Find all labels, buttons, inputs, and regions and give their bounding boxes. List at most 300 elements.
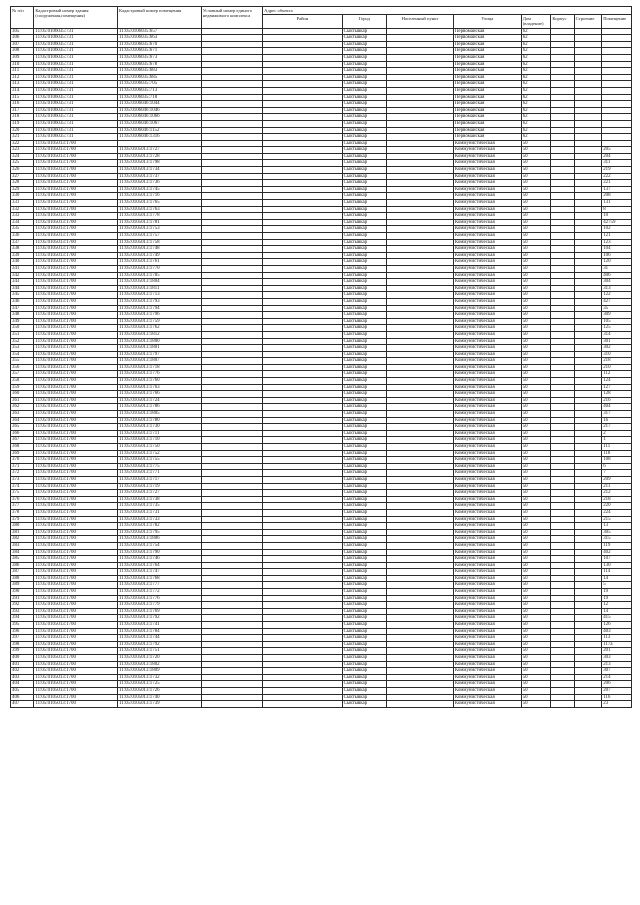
table-row	[11, 186, 632, 193]
cell-corpus	[551, 595, 574, 602]
cell-premise-cadastral: 11:05:0105013:1716	[118, 193, 202, 200]
cell-room: 127	[602, 384, 632, 391]
cell-num: 369	[11, 450, 34, 457]
cell-premise-cadastral: 11:05:0105013:1776	[118, 371, 202, 378]
table-row	[11, 668, 632, 675]
table-row	[11, 61, 632, 68]
cell-building-cadastral: 11:05:0105013:1700	[34, 206, 118, 213]
cell-building-no	[574, 41, 602, 48]
cell-street: Коммунистическая	[453, 608, 521, 615]
cell-corpus	[551, 358, 574, 365]
cell-num: 344	[11, 285, 34, 292]
cell-room: 403	[602, 628, 632, 635]
table-row	[11, 120, 632, 127]
cell-num: 376	[11, 496, 34, 503]
cell-building-no	[574, 430, 602, 437]
cell-city: Сыктывкар	[342, 338, 387, 345]
table-row	[11, 694, 632, 701]
cell-city: Сыктывкар	[342, 160, 387, 167]
cell-conditional-number	[201, 503, 262, 510]
cell-street: Коммунистическая	[453, 206, 521, 213]
cell-corpus	[551, 509, 574, 516]
cell-street: Первомайская	[453, 74, 521, 81]
cell-conditional-number	[201, 608, 262, 615]
cell-num: 392	[11, 602, 34, 609]
cell-corpus	[551, 54, 574, 61]
cell-conditional-number	[201, 325, 262, 332]
cell-conditional-number	[201, 635, 262, 642]
cell-locality	[387, 292, 454, 299]
cell-building-no	[574, 450, 602, 457]
cell-locality	[387, 193, 454, 200]
cell-building-no	[574, 127, 602, 134]
cell-house: 62	[521, 107, 551, 114]
cell-room: 314	[602, 331, 632, 338]
table-row	[11, 424, 632, 431]
cell-premise-cadastral: 11:05:0106046:1152	[118, 127, 202, 134]
cell-building-no	[574, 114, 602, 121]
cell-district	[263, 68, 342, 75]
cell-district	[263, 437, 342, 444]
cell-locality	[387, 48, 454, 55]
cell-district	[263, 496, 342, 503]
cell-building-no	[574, 701, 602, 708]
cell-conditional-number	[201, 81, 262, 88]
table-row	[11, 496, 632, 503]
cell-district	[263, 233, 342, 240]
cell-locality	[387, 648, 454, 655]
cell-locality	[387, 134, 454, 141]
cell-district	[263, 628, 342, 635]
cell-room: 14	[602, 575, 632, 582]
cell-num: 332	[11, 206, 34, 213]
cell-premise-cadastral: 11:05:0105013:1792	[118, 615, 202, 622]
cell-building-cadastral: 11:05:0105013:1700	[34, 463, 118, 470]
cell-locality	[387, 655, 454, 662]
cell-num: 390	[11, 589, 34, 596]
cell-corpus	[551, 622, 574, 629]
cell-room	[602, 101, 632, 108]
cell-locality	[387, 351, 454, 358]
cell-num: 316	[11, 101, 34, 108]
cell-building-cadastral: 11:05:0105013:1700	[34, 173, 118, 180]
cell-street: Коммунистическая	[453, 246, 521, 253]
cell-city: Сыктывкар	[342, 417, 387, 424]
cell-building-cadastral: 11:05:0105013:1700	[34, 424, 118, 431]
cell-locality	[387, 180, 454, 187]
cell-room: 218	[602, 358, 632, 365]
cell-district	[263, 602, 342, 609]
cell-corpus	[551, 107, 574, 114]
cell-room: 122	[602, 292, 632, 299]
cell-corpus	[551, 167, 574, 174]
cell-building-cadastral: 11:05:0105013:1700	[34, 384, 118, 391]
cell-num: 349	[11, 318, 34, 325]
cell-building-cadastral: 11:05:0105013:1700	[34, 562, 118, 569]
cell-conditional-number	[201, 476, 262, 483]
cell-district	[263, 246, 342, 253]
table-row	[11, 318, 632, 325]
cell-city: Сыктывкар	[342, 318, 387, 325]
cell-building-no	[574, 490, 602, 497]
table-row	[11, 68, 632, 75]
cell-locality	[387, 345, 454, 352]
cell-num: 403	[11, 674, 34, 681]
cell-house: 50	[521, 364, 551, 371]
cell-room: 31	[602, 265, 632, 272]
cell-building-no	[574, 140, 602, 147]
cell-num: 368	[11, 444, 34, 451]
cell-house: 62	[521, 114, 551, 121]
cell-locality	[387, 371, 454, 378]
cell-room: 415	[602, 615, 632, 622]
cell-conditional-number	[201, 134, 262, 141]
cell-street: Коммунистическая	[453, 265, 521, 272]
cell-num: 340	[11, 259, 34, 266]
cell-street: Коммунистическая	[453, 569, 521, 576]
cell-building-cadastral: 11:05:0105013:1700	[34, 167, 118, 174]
cell-room: 304	[602, 279, 632, 286]
cell-building-no	[574, 503, 602, 510]
cell-premise-cadastral: 11:05:0105013:1758	[118, 239, 202, 246]
cell-building-cadastral: 11:05:0105013:1700	[34, 575, 118, 582]
cell-conditional-number	[201, 186, 262, 193]
cell-premise-cadastral: 11:05:0105013:1740	[118, 694, 202, 701]
cell-building-cadastral: 11:05:0105013:1700	[34, 668, 118, 675]
cell-building-cadastral: 11:05:0105013:1700	[34, 589, 118, 596]
cell-corpus	[551, 701, 574, 708]
cell-building-no	[574, 160, 602, 167]
cell-building-no	[574, 687, 602, 694]
cell-street: Коммунистическая	[453, 213, 521, 220]
cell-conditional-number	[201, 74, 262, 81]
cell-house: 50	[521, 226, 551, 233]
cell-building-cadastral: 11:05:0105013:1700	[34, 483, 118, 490]
cell-building-no	[574, 272, 602, 279]
cell-building-cadastral: 11:05:0105013:1700	[34, 411, 118, 418]
cell-premise-cadastral: 11:05:0105013:1804	[118, 279, 202, 286]
cell-street: Коммунистическая	[453, 661, 521, 668]
cell-conditional-number	[201, 589, 262, 596]
cell-locality	[387, 35, 454, 42]
cell-premise-cadastral: 11:05:0105013:1710	[118, 437, 202, 444]
cell-conditional-number	[201, 463, 262, 470]
cell-building-cadastral: 11:05:0105013:1700	[34, 450, 118, 457]
cell-district	[263, 655, 342, 662]
cell-num: 318	[11, 114, 34, 121]
cell-house: 50	[521, 582, 551, 589]
cell-building-cadastral: 11:05:0105013:1700	[34, 516, 118, 523]
cell-building-cadastral: 11:05:0105013:1700	[34, 470, 118, 477]
cell-building-no	[574, 167, 602, 174]
cell-district	[263, 180, 342, 187]
cell-city: Сыктывкар	[342, 153, 387, 160]
cell-house: 50	[521, 430, 551, 437]
cell-room: 1	[602, 437, 632, 444]
cell-num: 321	[11, 134, 34, 141]
cell-locality	[387, 457, 454, 464]
cell-building-no	[574, 219, 602, 226]
cell-conditional-number	[201, 444, 262, 451]
cell-district	[263, 503, 342, 510]
cell-street: Коммунистическая	[453, 384, 521, 391]
table-row	[11, 457, 632, 464]
cell-building-no	[574, 101, 602, 108]
cell-premise-cadastral: 11:05:0105013:1805	[118, 411, 202, 418]
cell-locality	[387, 173, 454, 180]
header-corpus: Корпус	[551, 15, 574, 28]
cell-building-no	[574, 674, 602, 681]
cell-building-no	[574, 246, 602, 253]
cell-building-cadastral: 11:05:0105013:1700	[34, 193, 118, 200]
cell-locality	[387, 562, 454, 569]
cell-room	[602, 120, 632, 127]
cell-house: 62	[521, 87, 551, 94]
table-header	[11, 7, 632, 29]
cell-conditional-number	[201, 364, 262, 371]
cell-room	[602, 127, 632, 134]
cell-building-cadastral: 11:05:0106035:731	[34, 101, 118, 108]
cell-house: 50	[521, 575, 551, 582]
cell-corpus	[551, 325, 574, 332]
table-row	[11, 358, 632, 365]
cell-conditional-number	[201, 331, 262, 338]
cell-conditional-number	[201, 68, 262, 75]
cell-street: Коммунистическая	[453, 444, 521, 451]
cell-premise-cadastral: 11:05:0105013:1801	[118, 345, 202, 352]
cell-district	[263, 160, 342, 167]
cell-city: Сыктывкар	[342, 285, 387, 292]
cell-conditional-number	[201, 424, 262, 431]
cell-building-no	[574, 549, 602, 556]
cell-building-cadastral: 11:05:0105013:1700	[34, 338, 118, 345]
cell-district	[263, 81, 342, 88]
cell-conditional-number	[201, 411, 262, 418]
cell-premise-cadastral: 11:05:0106035:683	[118, 68, 202, 75]
cell-house: 50	[521, 681, 551, 688]
cell-house: 50	[521, 239, 551, 246]
cell-room: 104	[602, 246, 632, 253]
cell-corpus	[551, 668, 574, 675]
cell-room: 208	[602, 193, 632, 200]
cell-num: 308	[11, 48, 34, 55]
cell-district	[263, 562, 342, 569]
cell-building-no	[574, 345, 602, 352]
table-body	[11, 28, 632, 707]
cell-district	[263, 411, 342, 418]
cell-street: Первомайская	[453, 61, 521, 68]
cell-house: 50	[521, 160, 551, 167]
cell-premise-cadastral: 11:05:0105013:1800	[118, 338, 202, 345]
cell-building-no	[574, 602, 602, 609]
cell-corpus	[551, 404, 574, 411]
cell-corpus	[551, 417, 574, 424]
cell-building-no	[574, 509, 602, 516]
cell-city: Сыктывкар	[342, 569, 387, 576]
cell-house: 50	[521, 529, 551, 536]
cell-house: 62	[521, 101, 551, 108]
cell-district	[263, 668, 342, 675]
table-row	[11, 674, 632, 681]
cell-locality	[387, 628, 454, 635]
cell-conditional-number	[201, 305, 262, 312]
cell-district	[263, 450, 342, 457]
cell-conditional-number	[201, 655, 262, 662]
cell-street: Коммунистическая	[453, 529, 521, 536]
cell-conditional-number	[201, 536, 262, 543]
cell-house: 50	[521, 259, 551, 266]
cell-premise-cadastral: 11:05:0105013:1735	[118, 503, 202, 510]
cell-building-no	[574, 61, 602, 68]
cell-street: Коммунистическая	[453, 589, 521, 596]
cell-street: Коммунистическая	[453, 602, 521, 609]
cell-conditional-number	[201, 252, 262, 259]
cell-num: 398	[11, 641, 34, 648]
cell-premise-cadastral: 11:05:0106035:678	[118, 61, 202, 68]
table-row	[11, 628, 632, 635]
cell-house: 50	[521, 404, 551, 411]
cell-corpus	[551, 351, 574, 358]
cell-house: 50	[521, 622, 551, 629]
cell-conditional-number	[201, 602, 262, 609]
cell-house: 62	[521, 74, 551, 81]
cell-locality	[387, 358, 454, 365]
cell-corpus	[551, 180, 574, 187]
cell-building-cadastral: 11:05:0105013:1700	[34, 437, 118, 444]
cell-street: Коммунистическая	[453, 687, 521, 694]
cell-premise-cadastral: 11:05:0105013:1798	[118, 160, 202, 167]
cell-street: Коммунистическая	[453, 305, 521, 312]
cell-conditional-number	[201, 285, 262, 292]
cell-house: 50	[521, 391, 551, 398]
cell-street: Первомайская	[453, 54, 521, 61]
cell-num: 383	[11, 542, 34, 549]
cell-district	[263, 542, 342, 549]
cell-premise-cadastral: 11:05:0105013:1790	[118, 549, 202, 556]
cell-num: 384	[11, 549, 34, 556]
cell-street: Коммунистическая	[453, 331, 521, 338]
cell-street: Коммунистическая	[453, 153, 521, 160]
cell-house: 50	[521, 331, 551, 338]
cell-district	[263, 516, 342, 523]
cell-locality	[387, 536, 454, 543]
cell-building-cadastral: 11:05:0105013:1700	[34, 648, 118, 655]
cell-room: 35	[602, 305, 632, 312]
cell-city: Сыктывкар	[342, 259, 387, 266]
cell-house: 50	[521, 562, 551, 569]
cell-premise-cadastral: 11:05:0105013:1747	[118, 569, 202, 576]
cell-building-no	[574, 298, 602, 305]
cell-city: Сыктывкар	[342, 503, 387, 510]
cell-premise-cadastral: 11:05:0105013:1766	[118, 391, 202, 398]
cell-building-no	[574, 615, 602, 622]
cell-locality	[387, 246, 454, 253]
cell-corpus	[551, 444, 574, 451]
cell-corpus	[551, 298, 574, 305]
cell-building-cadastral: 11:05:0105013:1700	[34, 404, 118, 411]
cell-premise-cadastral: 11:05:0105013:1760	[118, 378, 202, 385]
cell-corpus	[551, 562, 574, 569]
cell-building-no	[574, 226, 602, 233]
cell-corpus	[551, 265, 574, 272]
cell-building-no	[574, 589, 602, 596]
cell-room: 121	[602, 233, 632, 240]
cell-num: 329	[11, 186, 34, 193]
cell-num: 338	[11, 246, 34, 253]
cell-num: 328	[11, 180, 34, 187]
cell-building-no	[574, 655, 602, 662]
cell-house: 50	[521, 437, 551, 444]
cell-district	[263, 417, 342, 424]
cell-premise-cadastral: 11:05:0105013:1752	[118, 450, 202, 457]
cell-building-cadastral: 11:05:0105013:1700	[34, 608, 118, 615]
cell-num: 333	[11, 213, 34, 220]
cell-street: Коммунистическая	[453, 490, 521, 497]
cell-city: Сыктывкар	[342, 490, 387, 497]
cell-building-cadastral: 11:05:0106035:731	[34, 134, 118, 141]
cell-house: 50	[521, 542, 551, 549]
cell-building-cadastral: 11:05:0106035:731	[34, 120, 118, 127]
cell-room: 6	[602, 463, 632, 470]
cell-street: Коммунистическая	[453, 279, 521, 286]
cell-num: 315	[11, 94, 34, 101]
table-row	[11, 252, 632, 259]
table-row	[11, 219, 632, 226]
cell-num: 326	[11, 167, 34, 174]
cell-conditional-number	[201, 437, 262, 444]
cell-street: Коммунистическая	[453, 424, 521, 431]
cell-premise-cadastral: 11:05:0105013:1719	[118, 483, 202, 490]
cell-conditional-number	[201, 687, 262, 694]
cell-locality	[387, 147, 454, 154]
cell-building-cadastral: 11:05:0105013:1700	[34, 622, 118, 629]
cell-street: Коммунистическая	[453, 180, 521, 187]
cell-conditional-number	[201, 101, 262, 108]
cell-room: 222	[602, 173, 632, 180]
cell-conditional-number	[201, 318, 262, 325]
cell-premise-cadastral: 11:05:0105013:1793	[118, 298, 202, 305]
cell-building-no	[574, 635, 602, 642]
cell-room: 219	[602, 167, 632, 174]
cell-locality	[387, 186, 454, 193]
cell-num: 347	[11, 305, 34, 312]
cell-building-cadastral: 11:05:0106035:731	[34, 74, 118, 81]
cell-street: Первомайская	[453, 94, 521, 101]
cell-room: 220	[602, 503, 632, 510]
cell-city: Сыктывкар	[342, 476, 387, 483]
table-row	[11, 233, 632, 240]
cell-street: Коммунистическая	[453, 140, 521, 147]
cell-house: 50	[521, 628, 551, 635]
cell-street: Коммунистическая	[453, 226, 521, 233]
cell-corpus	[551, 147, 574, 154]
cell-conditional-number	[201, 35, 262, 42]
table-row	[11, 536, 632, 543]
cell-district	[263, 107, 342, 114]
header-house: Дом (владение)	[521, 15, 551, 28]
cell-city: Сыктывкар	[342, 213, 387, 220]
cell-building-cadastral: 11:05:0105013:1700	[34, 529, 118, 536]
table-row	[11, 615, 632, 622]
cell-conditional-number	[201, 338, 262, 345]
cell-locality	[387, 509, 454, 516]
cell-building-cadastral: 11:05:0105013:1700	[34, 701, 118, 708]
cell-building-no	[574, 668, 602, 675]
cell-conditional-number	[201, 140, 262, 147]
table-row	[11, 265, 632, 272]
cell-city: Сыктывкар	[342, 575, 387, 582]
cell-locality	[387, 437, 454, 444]
